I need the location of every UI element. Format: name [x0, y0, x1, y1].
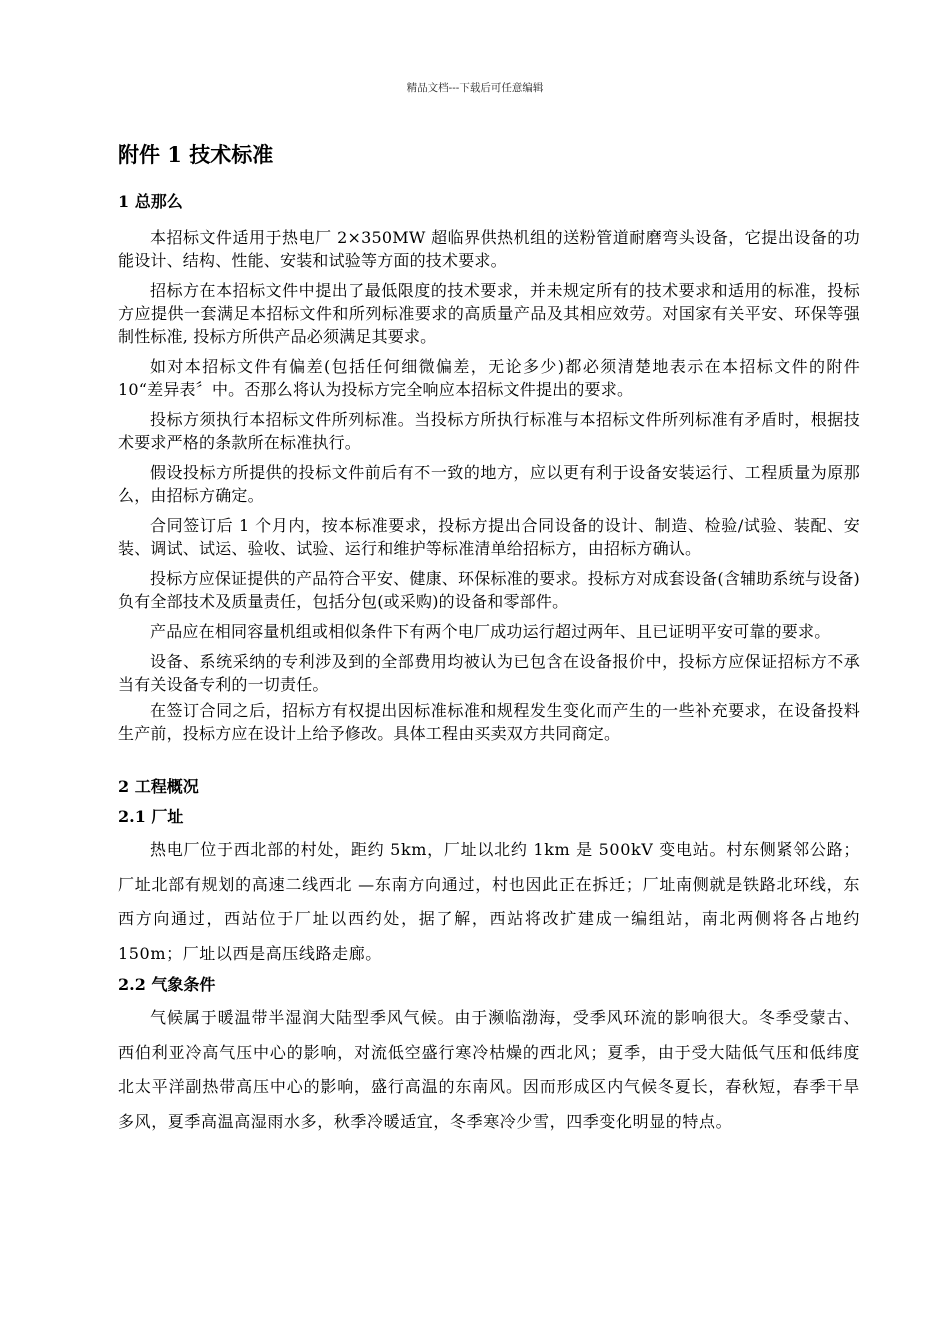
paragraph: 如对本招标文件有偏差(包括任何细微偏差，无论多少)都必须清楚地表示在本招标文件的附件 10“差异表〞中。否那么将认为投标方完全响应本招标文件提出的要求。 [118, 357, 860, 399]
section-2-heading: 2 工程概况 [118, 777, 199, 796]
subsection-2-1-heading: 2.1 厂址 [118, 807, 184, 826]
document-title: 附件 1 技术标准 [118, 142, 274, 167]
paragraph: 在签订合同之后，招标方有权提出因标准标准和规程发生变化而产生的一些补充要求，在设备投料生产前，投标方应在设计上给予修改。具体工程由买卖双方共同商定。 [118, 701, 860, 743]
paragraph: 假设投标方所提供的投标文件前后有不一致的地方，应以更有利于设备安装运行、工程质量为原那么，由招标方确定。 [118, 463, 860, 505]
section-1-heading: 1 总那么 [118, 192, 183, 211]
subsection-2-2-heading: 2.2 气象条件 [118, 975, 216, 994]
paragraph: 招标方在本招标文件中提出了最低限度的技术要求，并未规定所有的技术要求和适用的标准，投标方应提供一套满足本招标文件和所列标准要求的高质量产品及其相应效劳。对国家有关平安、环保等强制性标准, 投标方所供产品必须满足其要求。 [118, 281, 860, 346]
paragraph: 设备、系统采纳的专利涉及到的全部费用均被认为已包含在设备报价中，投标方应保证招标方不承当有关设备专利的一切责任。 [118, 652, 860, 694]
paragraph: 热电厂位于西北部的村处，距约 5km，厂址以北约 1km 是 500kV 变电站。村东侧紧邻公路；厂址北部有规划的高速二线西北 —东南方向通过，村也因此正在拆迁；厂址南侧就是铁路北环线，东西方向通过，西站位于厂址以西约处，据了解，西站将改扩建成一编组站，南北两侧将各占地约 150m；厂址以西是高压线路走廊。 [118, 840, 860, 963]
paragraph: 合同签订后 1 个月内，按本标准要求，投标方提出合同设备的设计、制造、检验/试验、装配、安装、调试、试运、验收、试验、运行和维护等标准清单给招标方，由招标方确认。 [118, 516, 860, 558]
paragraph: 气候属于暖温带半湿润大陆型季风气候。由于濒临渤海，受季风环流的影响很大。冬季受蒙古、西伯利亚冷高气压中心的影响，对流低空盛行寒冷枯燥的西北风；夏季，由于受大陆低气压和低纬度北太平洋副热带高压中心的影响，盛行高温的东南风。因而形成区内气候冬夏长，春秋短，春季干旱多风，夏季高温高湿雨水多，秋季冷暖适宜，冬季寒冷少雪，四季变化明显的特点。 [118, 1008, 860, 1131]
paragraph: 本招标文件适用于热电厂 2×350MW 超临界供热机组的送粉管道耐磨弯头设备，它提出设备的功能设计、结构、性能、安装和试验等方面的技术要求。 [118, 228, 860, 270]
paragraph: 投标方须执行本招标文件所列标准。当投标方所执行标准与本招标文件所列标准有矛盾时，根据技术要求严格的条款所在标准执行。 [118, 410, 860, 452]
paragraph: 投标方应保证提供的产品符合平安、健康、环保标准的要求。投标方对成套设备(含辅助系统与设备)负有全部技术及质量责任，包括分包(或采购)的设备和零部件。 [118, 569, 860, 611]
document-body [118, 140, 860, 1139]
paragraph: 产品应在相同容量机组或相似条件下有两个电厂成功运行超过两年、且已证明平安可靠的要求。 [150, 622, 831, 641]
page-header: 精品文档---下载后可任意编辑 [406, 82, 544, 94]
